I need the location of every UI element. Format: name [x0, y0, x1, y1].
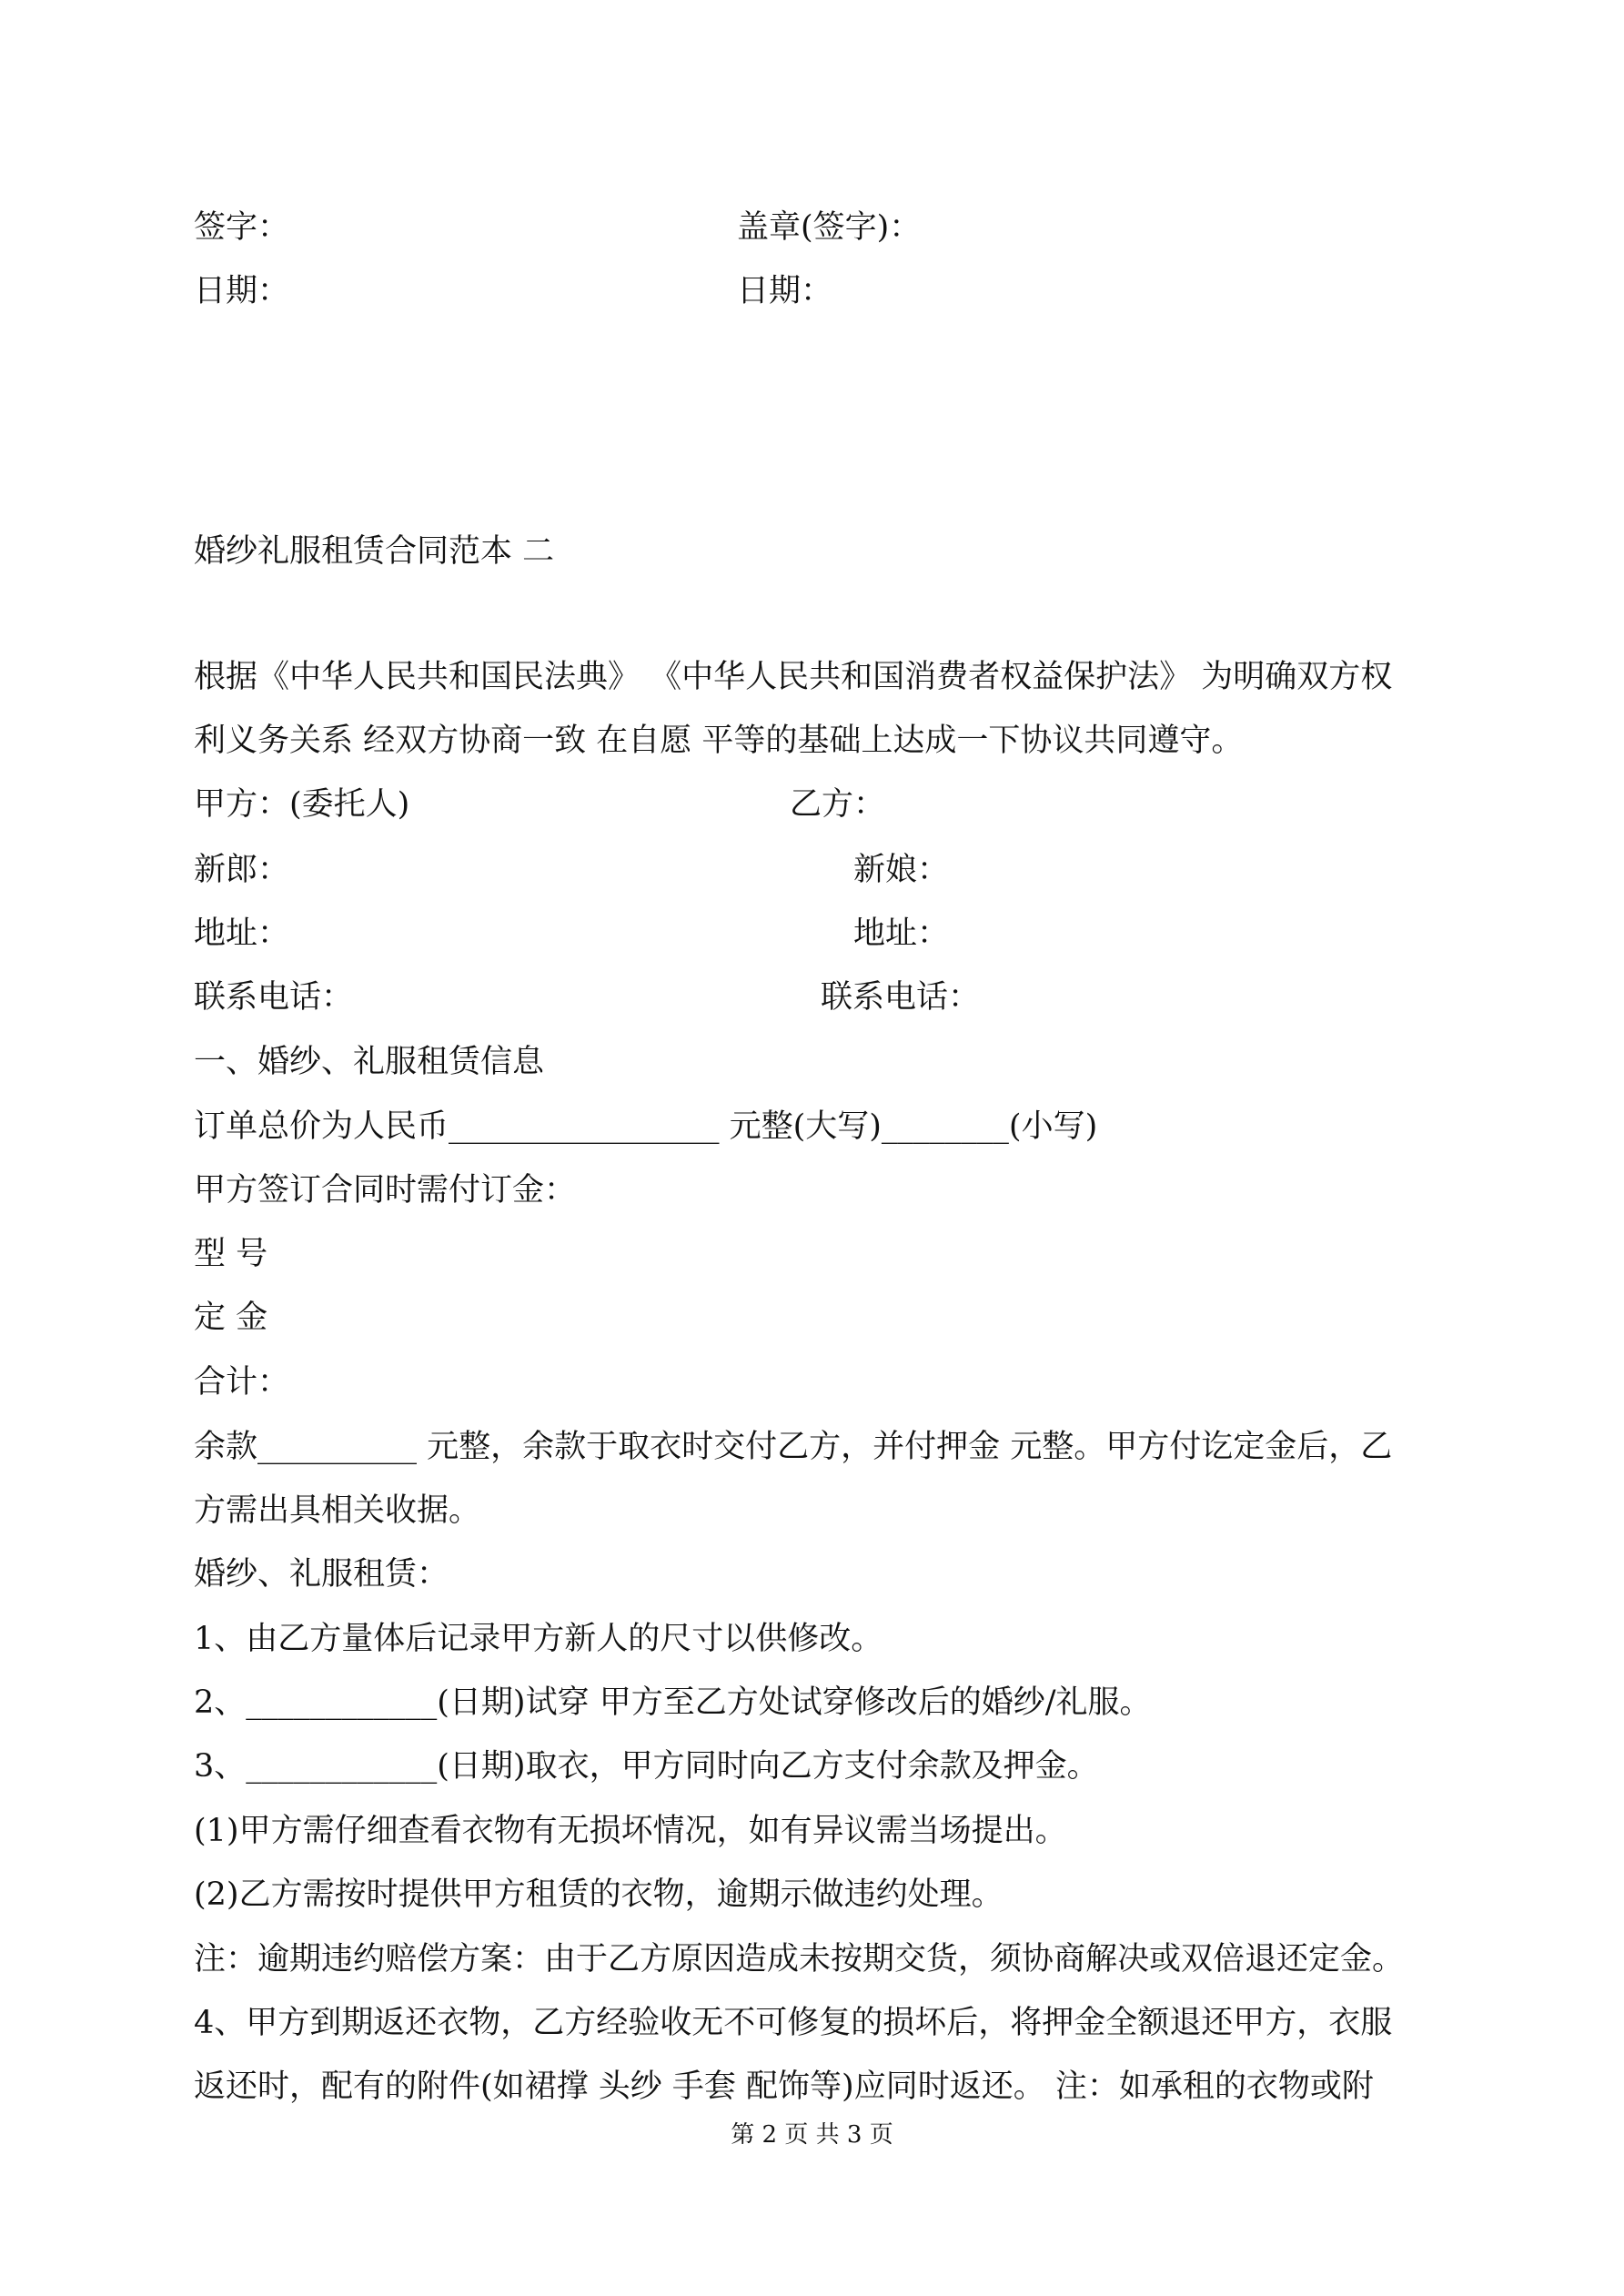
right-seal-signature-label: 盖章(签字)：: [737, 209, 922, 246]
rental-sub-item-1: (1)甲方需仔细查看衣物有无损坏情况，如有异议需当场提出。: [194, 1813, 1067, 1849]
section-1-heading: 一、婚纱、礼服租赁信息: [194, 1044, 545, 1080]
bride-label: 新娘：: [853, 852, 950, 888]
party-a-label: 甲方：(委托人): [194, 786, 410, 823]
party-b-label: 乙方：: [790, 786, 886, 823]
balance-line-1: 余款__________ 元整，余款于取衣时交付乙方，并付押金 元整。甲方付讫定金后，乙: [194, 1429, 1393, 1465]
deposit-label: 定 金: [194, 1300, 268, 1336]
deposit-required-line: 甲方签订合同时需付订金：: [194, 1172, 577, 1209]
rental-sub-item-2: (2)乙方需按时提供甲方租赁的衣物，逾期示做违约处理。: [194, 1876, 1004, 1913]
balance-line-2: 方需出具相关收据。: [194, 1492, 481, 1529]
left-date-label: 日期：: [194, 273, 290, 309]
left-signature-label: 签字：: [194, 209, 290, 246]
intro-line-2: 利义务关系 经双方协商一致 在自愿 平等的基础上达成一下协议共同遵守。: [194, 723, 1244, 759]
rental-item-1: 1、由乙方量体后记录甲方新人的尺寸以供修改。: [194, 1621, 883, 1657]
rental-item-4-line-1: 4、甲方到期返还衣物，乙方经验收无不可修复的损坏后，将押金全额退还甲方，衣服: [194, 2005, 1393, 2041]
rental-note: 注：逾期违约赔偿方案：由于乙方原因造成未按期交货，须协商解决或双倍退还定金。: [194, 1941, 1405, 1977]
rental-item-2: 2、____________(日期)试穿 甲方至乙方处试穿修改后的婚纱/礼服。: [194, 1684, 1152, 1721]
phone-a-label: 联系电话：: [194, 979, 354, 1016]
document-title: 婚纱礼服租赁合同范本 二: [194, 533, 555, 570]
order-total-line: 订单总价为人民币_________________ 元整(大写)________(小写): [194, 1108, 1098, 1145]
address-a-label: 地址：: [194, 915, 290, 952]
rental-item-3: 3、____________(日期)取衣，甲方同时向乙方支付余款及押金。: [194, 1748, 1099, 1785]
groom-label: 新郎：: [194, 852, 290, 888]
right-date-label: 日期：: [737, 273, 833, 309]
address-b-label: 地址：: [853, 915, 950, 952]
page-number-footer: 第 2 页 共 3 页: [731, 2121, 893, 2149]
phone-b-label: 联系电话：: [821, 979, 981, 1016]
model-label: 型 号: [194, 1236, 268, 1272]
rental-item-4-line-2: 返还时，配有的附件(如裙撑 头纱 手套 配饰等)应同时返还。 注：如承租的衣物或附: [194, 2068, 1374, 2105]
rental-heading: 婚纱、礼服租赁：: [194, 1556, 449, 1593]
total-label: 合计：: [194, 1364, 290, 1401]
intro-line-1: 根据《中华人民共和国民法典》 《中华人民共和国消费者权益保护法》 为明确双方权: [194, 659, 1393, 695]
